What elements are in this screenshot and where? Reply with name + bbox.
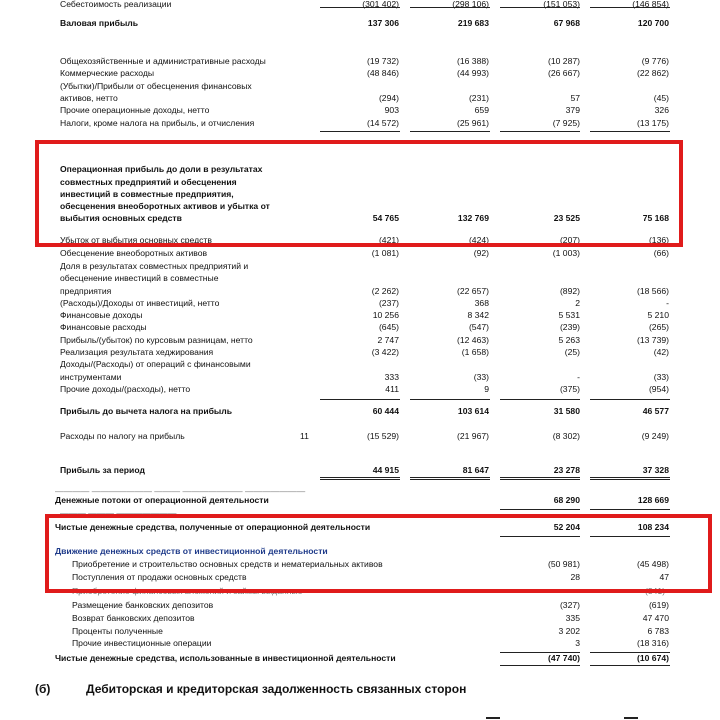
value-cell: 10 256 [372,310,399,320]
value-cell: (1 003) [552,248,580,258]
row-label: инвестиций в совместные предприятия, [60,189,234,199]
statement-row [0,104,720,116]
value-cell: (14 572) [366,118,399,128]
section-number: (б) [35,682,51,696]
row-label: Прибыль за период [60,465,145,475]
cash-flow-row [0,599,720,611]
value-cell: (9 776) [641,56,669,66]
value-cell: 128 669 [637,495,669,505]
row-label: совместных предприятий и обесценения [60,177,237,187]
row-label: выбытия основных средств [60,213,182,223]
row-label: Убыток от выбытия основных средств [60,235,212,245]
total-underline [410,7,490,8]
value-cell: (19 732) [366,56,399,66]
statement-row [0,67,720,79]
value-cell: 47 [659,572,669,582]
statement-row [0,383,720,395]
value-cell: (1 081) [371,248,399,258]
row-label: Размещение банковских депозитов [72,600,214,610]
value-cell: (424) [468,235,489,245]
value-cell: (239) [559,322,580,332]
statement-row [0,247,720,259]
value-cell: 31 580 [553,406,580,416]
row-label: Финансовые доходы [60,310,143,320]
value-cell: 5 531 [558,310,580,320]
value-cell: (21 967) [456,431,489,441]
value-cell: (44 993) [456,68,489,78]
final-double-underline [410,477,490,480]
row-label: обесценения внеоборотных активов и убытка от [60,201,270,211]
value-cell: (48 846) [366,68,399,78]
edge-mark [624,717,638,719]
value-cell: 659 [474,105,489,115]
row-label: Движение денежных средств от инвестиционной деятельности [55,546,328,556]
value-cell: 8 342 [467,310,489,320]
row-label: Валовая прибыль [60,18,139,28]
row-label: Чистые денежные средства, использованные в инвестиционной деятельности [55,653,396,663]
row-label: Доля в результатах совместных предприятий и [60,261,249,271]
value-cell: (375) [559,384,580,394]
value-cell: (2 262) [371,286,399,296]
value-cell: 2 747 [377,335,399,345]
value-cell: 5 210 [647,310,669,320]
row-label: Обесценение внеоборотных активов [60,248,208,258]
value-cell: (7 925) [552,118,580,128]
value-cell: 132 769 [457,213,489,223]
value-cell: 75 168 [642,213,669,223]
value-cell: 37 328 [642,465,669,475]
value-cell: (22 657) [456,286,489,296]
row-label: Прочие доходы/(расходы), нетто [60,384,191,394]
cash-flow-row [0,494,720,506]
cf-underline [590,652,670,653]
value-cell: 903 [384,105,399,115]
value-cell: (3 422) [371,347,399,357]
subtotal-underline [410,131,490,132]
value-cell: (25) [564,347,580,357]
total-underline [320,7,400,8]
statement-row [0,55,720,67]
value-cell: (301 402) [362,0,399,9]
value-cell: 44 915 [372,465,399,475]
value-cell: 81 647 [462,465,489,475]
value-cell: 5 263 [558,335,580,345]
value-cell: (327) [559,600,580,610]
value-cell: (146 854) [632,0,669,9]
value-cell: (298 106) [452,0,489,9]
value-cell: 411 [385,384,399,394]
value-cell: 52 204 [553,522,580,532]
total-underline [590,7,670,8]
value-cell: (207) [559,235,580,245]
value-cell: (12 463) [456,335,489,345]
value-cell: 137 306 [367,18,399,28]
value-cell: 6 783 [647,626,669,636]
value-cell: (151 053) [543,0,580,9]
value-cell: 333 [384,372,399,382]
statement-row [0,297,720,309]
value-cell: (294) [378,93,399,103]
value-cell: (421) [378,235,399,245]
value-cell: (33) [653,372,669,382]
cf-underline [500,652,580,653]
value-cell: (13 175) [636,118,669,128]
value-cell: 120 700 [637,18,669,28]
row-label: Реализация результата хеджирования [60,347,214,357]
subtotal-underline [590,399,670,400]
value-cell: (92) [473,248,489,258]
row-label: Денежные потоки от операционной деятельности [55,495,269,505]
value-cell: (619) [648,600,669,610]
value-cell: (42) [653,347,669,357]
value-cell: 2 [575,298,580,308]
value-cell: (237) [378,298,399,308]
value-cell: (645) [378,322,399,332]
value-cell: 103 614 [457,406,489,416]
value-cell: 54 765 [372,213,399,223]
value-cell: (1 658) [461,347,489,357]
highlight-box-investing-cash [45,514,712,593]
value-cell: (10 287) [547,56,580,66]
statement-row [0,371,720,383]
value-cell: (22 862) [636,68,669,78]
subtotal-underline [320,131,400,132]
value-cell: 67 968 [553,18,580,28]
row-label: Чистые денежные средства, полученные от операционной деятельности [55,522,371,532]
statement-row [0,0,720,10]
subtotal-underline [500,131,580,132]
value-cell: (26 667) [547,68,580,78]
value-cell: (231) [468,93,489,103]
row-label: (Расходы)/Доходы от инвестиций, нетто [60,298,220,308]
row-label: Прибыль до вычета налога на прибыль [60,406,233,416]
ghost-overlap-text: ———— ——————— ——— ——————— ——————— [55,486,306,496]
value-cell: (45) [653,93,669,103]
section-title-text: Дебиторская и кредиторская задолженность связанных сторон [86,682,467,696]
subtotal-underline [590,131,670,132]
cash-flow-row [0,652,720,664]
note-ref: 11 [300,431,309,441]
value-cell: 219 683 [457,18,489,28]
value-cell: (13 739) [636,335,669,345]
subtotal-underline [410,399,490,400]
final-double-underline [590,477,670,480]
cash-flow-row [0,625,720,637]
statement-row [0,272,720,284]
statement-row [0,117,720,129]
row-label: активов, нетто [60,93,118,103]
value-cell: 379 [565,105,580,115]
value-cell: 3 [575,638,580,648]
row-label: предприятия [60,286,112,296]
statement-row [0,92,720,104]
statement-row [0,405,720,417]
statement-row [0,334,720,346]
row-label: Доходы/(Расходы) от операций с финансовыми [60,359,251,369]
value-cell: (33) [473,372,489,382]
value-cell: (66) [653,248,669,258]
value-cell: - [577,372,580,382]
value-cell: 68 290 [553,495,580,505]
total-underline [500,7,580,8]
value-cell: 47 470 [642,613,669,623]
value-cell: (265) [648,322,669,332]
value-cell: 9 [484,384,489,394]
value-cell: 46 577 [642,406,669,416]
row-label: Приобретение и строительство основных средств и нематериальных активов [72,559,383,569]
row-label: Поступления от продажи основных средств [72,572,247,582]
row-label: Общехозяйственные и административные расходы [60,56,266,66]
value-cell: 326 [654,105,669,115]
subtotal-underline [320,399,400,400]
value-cell: (8 302) [552,431,580,441]
value-cell: 60 444 [372,406,399,416]
final-double-underline [500,477,580,480]
statement-row [0,358,720,370]
value-cell: 28 [570,572,580,582]
value-cell: (15 529) [366,431,399,441]
value-cell: (10 674) [636,653,669,663]
row-label: Коммерческие расходы [60,68,155,78]
edge-mark [486,717,500,719]
value-cell: (547) [468,322,489,332]
cf-underline [500,509,580,510]
value-cell: (16 388) [456,56,489,66]
row-label: Налоги, кроме налога на прибыль, и отчисления [60,118,255,128]
row-label: Финансовые расходы [60,322,147,332]
value-cell: 23 278 [553,465,580,475]
statement-row [0,80,720,92]
value-cell: 335 [565,613,580,623]
value-cell: (892) [559,286,580,296]
highlight-box-operating-profit [35,140,683,247]
cash-flow-row [0,612,720,624]
value-cell: (954) [648,384,669,394]
row-label: инструментами [60,372,122,382]
row-label: Прочие операционные доходы, нетто [60,105,210,115]
value-cell: (45 498) [636,559,669,569]
statement-row [0,309,720,321]
cf-underline [500,665,580,666]
row-label: Себестоимость реализации [60,0,172,9]
value-cell: 57 [570,93,580,103]
ghost-overlap-value: (341) [645,586,666,596]
row-label: Прочие инвестиционные операции [72,638,212,648]
row-label: Операционная прибыль до доли в результатах [60,164,263,174]
statement-row [0,260,720,272]
value-cell: (25 961) [456,118,489,128]
statement-row [0,321,720,333]
statement-row [0,346,720,358]
statement-row [0,285,720,297]
ghost-overlap-text: ——— ——— ——————— [60,508,177,518]
statement-row [0,430,720,442]
value-cell: 3 202 [558,626,580,636]
statement-row [0,17,720,29]
value-cell: (50 981) [547,559,580,569]
final-double-underline [320,477,400,480]
row-label: (Убытки)/Прибыли от обесценения финансовых [60,81,252,91]
cf-underline [590,509,670,510]
row-label: обесценение инвестиций в совместные [60,273,219,283]
ghost-overlap-text: Приобретение финансовых вложений и займы выданные [72,586,303,596]
cash-flow-row [0,637,720,649]
row-label: Проценты полученные [72,626,163,636]
value-cell: (136) [648,235,669,245]
value-cell: (9 249) [641,431,669,441]
row-label: Прибыль/(убыток) по курсовым разницам, нетто [60,335,253,345]
subtotal-underline [500,399,580,400]
row-label: Возврат банковских депозитов [72,613,195,623]
value-cell: 23 525 [553,213,580,223]
value-cell: 108 234 [637,522,669,532]
value-cell: (18 566) [636,286,669,296]
value-cell: (47 740) [547,653,580,663]
cf-underline [590,665,670,666]
value-cell: (18 316) [636,638,669,648]
value-cell: - [666,298,669,308]
row-label: Расходы по налогу на прибыль [60,431,185,441]
value-cell: 368 [474,298,489,308]
statement-row [0,464,720,476]
